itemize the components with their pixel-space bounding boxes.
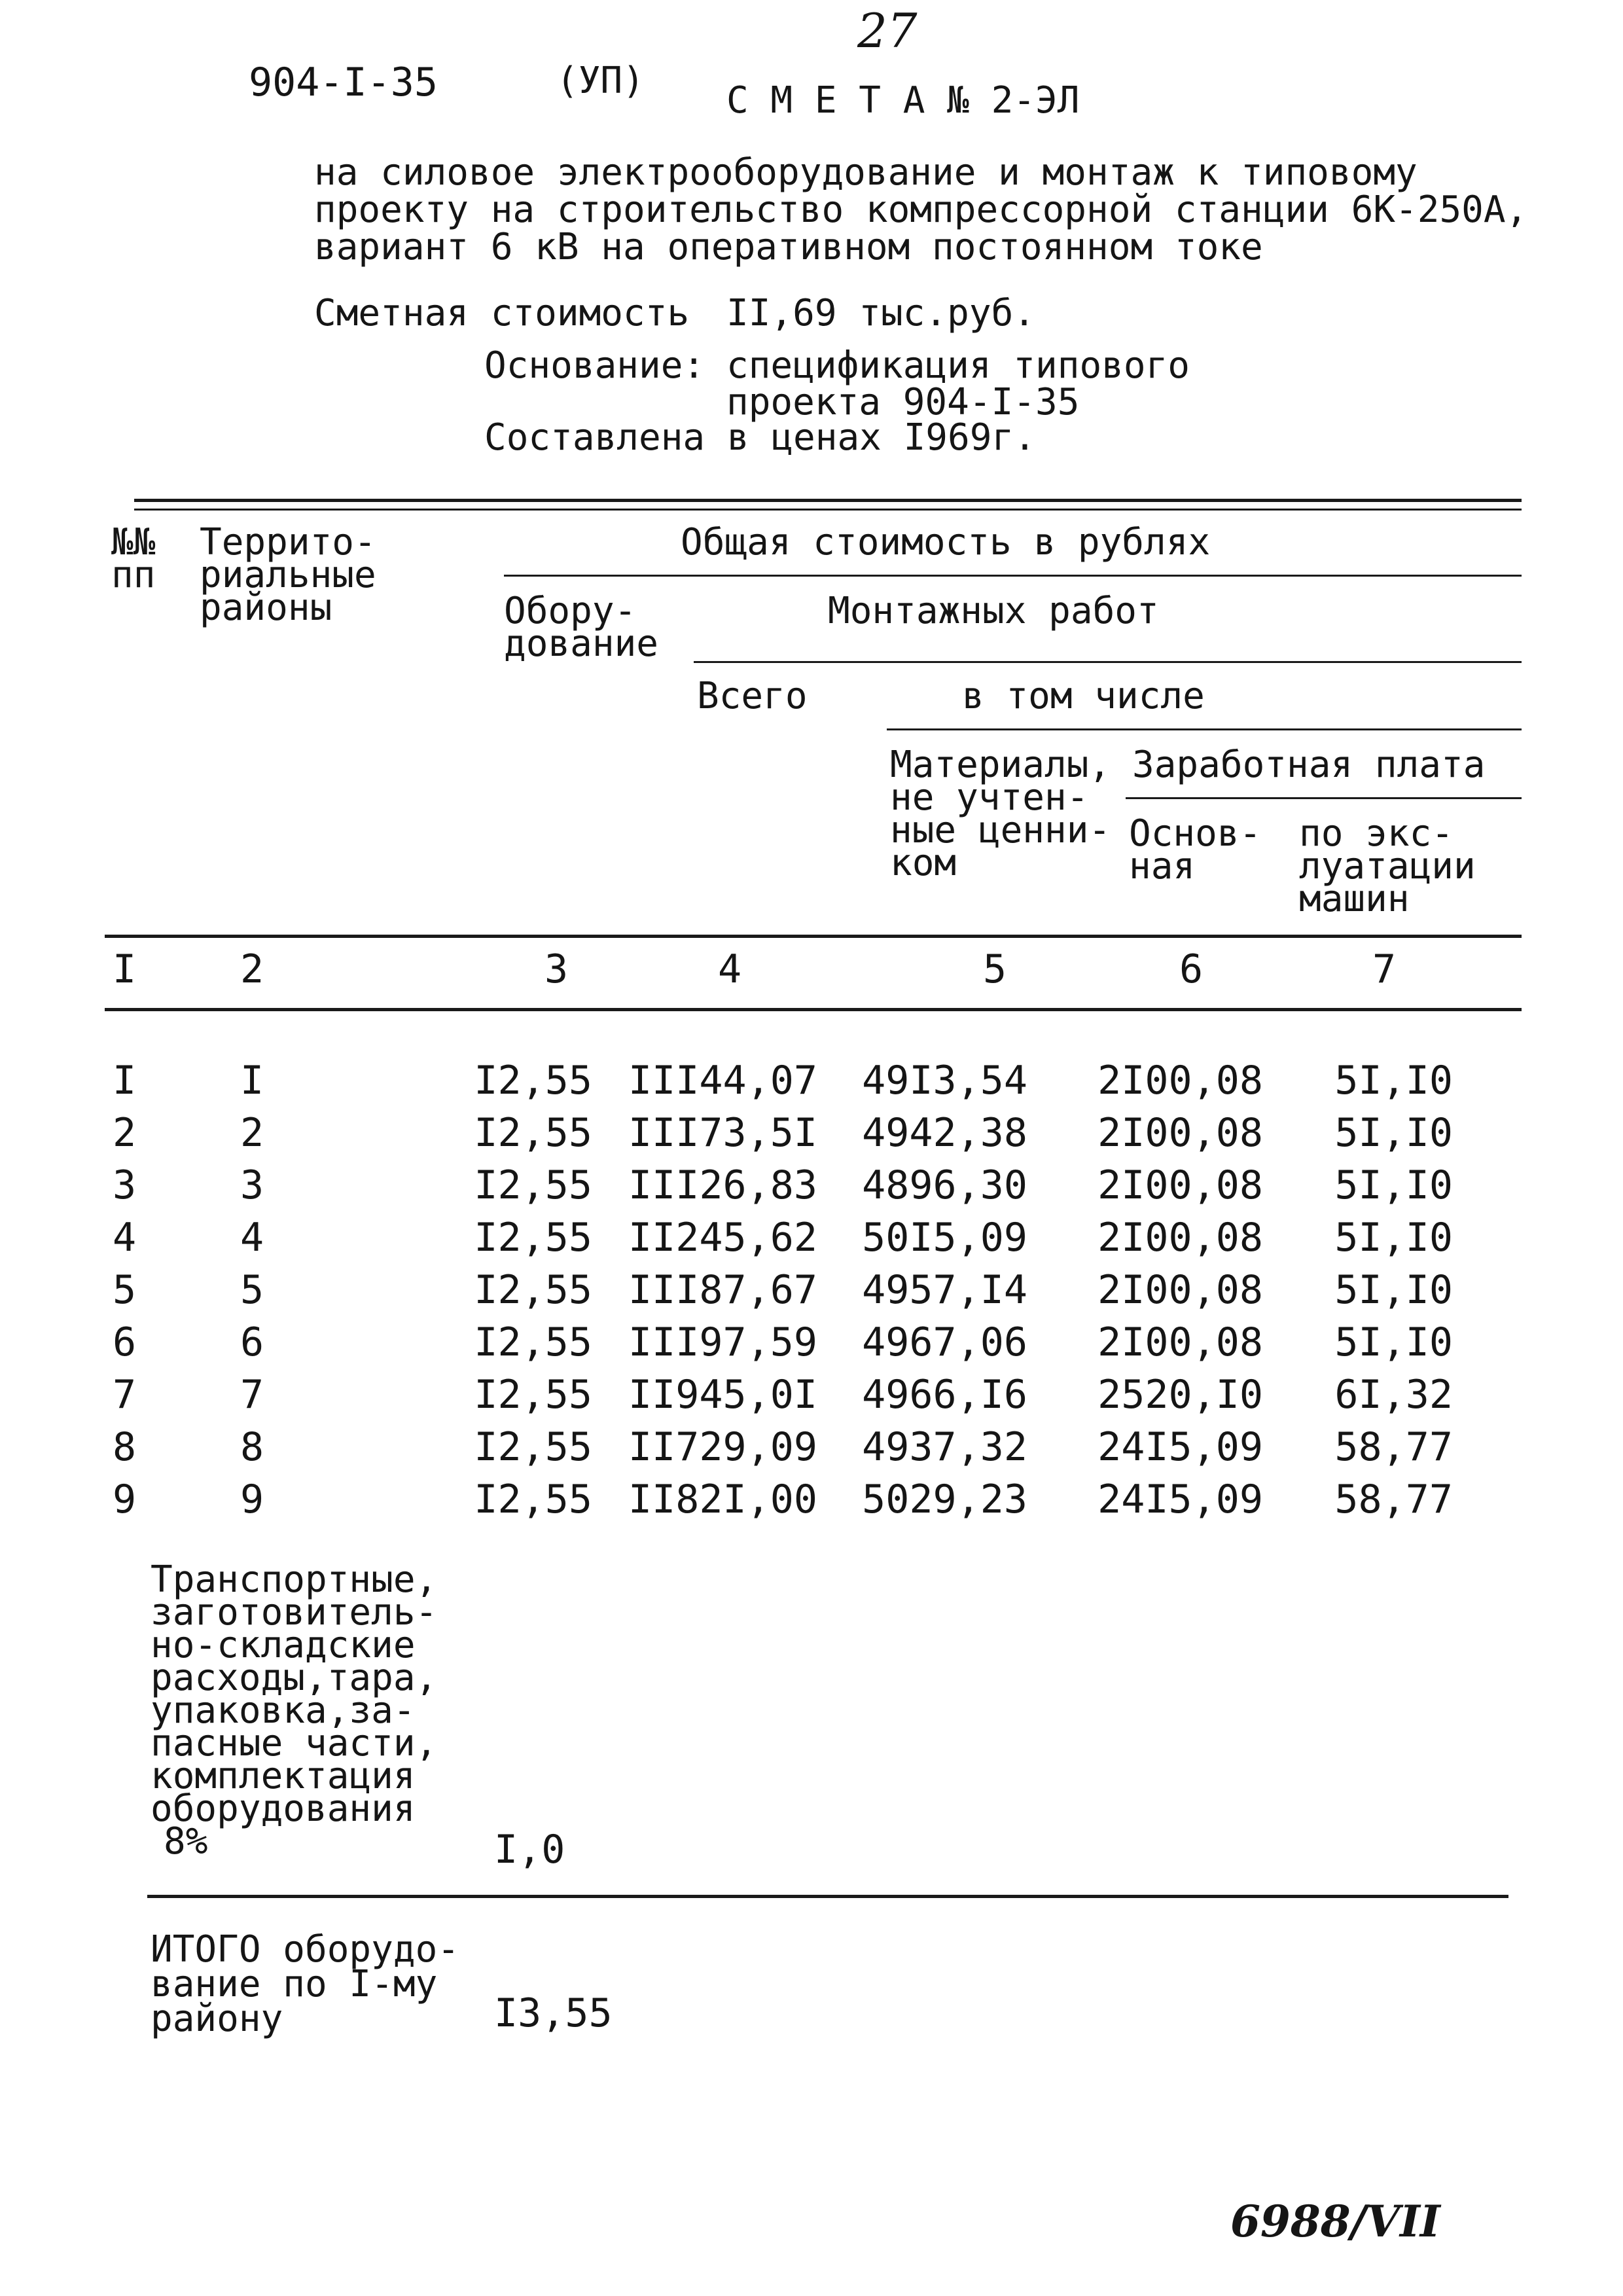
prices-line: Составлена в ценах I969г. xyxy=(484,416,1036,459)
cell-basic-wages: 2I00,08 xyxy=(1097,1110,1263,1156)
cell-equipment-cost: I2,55 xyxy=(474,1319,592,1365)
archive-mark: 6988/VII xyxy=(1230,2196,1440,2247)
cell-region: 8 xyxy=(240,1424,264,1470)
subtitle-line-1: на силовое электрооборудование и монтаж к типовому xyxy=(314,151,1418,194)
table-top-rule xyxy=(134,499,1522,502)
cell-row-number: 6 xyxy=(112,1319,137,1365)
basis-line-1: спецификация типового xyxy=(726,344,1190,387)
cell-region: 7 xyxy=(240,1372,264,1418)
cell-equipment-cost: I2,55 xyxy=(474,1267,592,1313)
header-materials-2: не учтен- xyxy=(890,776,1089,819)
transport-label-line: упаковка,за- xyxy=(151,1689,416,1732)
column-number-6: 6 xyxy=(1179,946,1204,992)
cell-materials-cost: 4966,I6 xyxy=(862,1372,1027,1418)
total-label-line-3: району xyxy=(151,1998,283,2040)
cell-machine-wages: 5I,I0 xyxy=(1334,1267,1453,1313)
document-title: С М Е Т А № 2-ЭЛ xyxy=(726,79,1080,122)
header-machines-3: машин xyxy=(1299,878,1410,920)
header-equipment-2: дование xyxy=(504,622,659,665)
cell-machine-wages: 5I,I0 xyxy=(1334,1319,1453,1365)
header-all: Всего xyxy=(697,675,808,717)
column-numbers-rule xyxy=(105,1008,1522,1011)
header-rule-total xyxy=(504,575,1522,577)
basis-label: Основание: xyxy=(484,344,705,387)
cell-installation-total: II245,62 xyxy=(628,1215,817,1261)
header-region-1: Террито- xyxy=(200,521,376,564)
cell-installation-total: II729,09 xyxy=(628,1424,817,1470)
cell-installation-total: III87,67 xyxy=(628,1267,817,1313)
cell-materials-cost: 49I3,54 xyxy=(862,1058,1027,1103)
cell-machine-wages: 6I,32 xyxy=(1334,1372,1453,1418)
transport-label-line: комплектация xyxy=(151,1755,416,1797)
transport-label-line: расходы,тара, xyxy=(151,1657,438,1699)
column-number-4: 4 xyxy=(717,946,742,992)
transport-label-line: 8% xyxy=(164,1820,208,1863)
header-machines-1: по экс- xyxy=(1299,812,1454,855)
basis-line-2: проекта 904-I-35 xyxy=(726,381,1080,423)
column-number-7: 7 xyxy=(1372,946,1397,992)
cell-installation-total: III73,5I xyxy=(628,1110,817,1156)
header-bottom-rule xyxy=(105,935,1522,938)
header-materials-4: ком xyxy=(890,842,957,884)
header-rule-including xyxy=(887,728,1522,730)
cell-basic-wages: 2I00,08 xyxy=(1097,1319,1263,1365)
header-basic-2: ная xyxy=(1129,845,1196,888)
cell-row-number: 3 xyxy=(112,1162,137,1208)
header-machines-2: луатации xyxy=(1299,845,1476,888)
transport-label-line: оборудования xyxy=(151,1787,416,1830)
cell-installation-total: III26,83 xyxy=(628,1162,817,1208)
cell-equipment-cost: I2,55 xyxy=(474,1372,592,1418)
document-stage: (УП) xyxy=(556,60,645,102)
cell-region: I xyxy=(240,1058,264,1103)
cell-basic-wages: 24I5,09 xyxy=(1097,1424,1263,1470)
cell-row-number: 9 xyxy=(112,1477,137,1522)
cell-machine-wages: 5I,I0 xyxy=(1334,1058,1453,1103)
document-code: 904-I-35 xyxy=(249,60,438,105)
cell-region: 4 xyxy=(240,1215,264,1261)
cell-row-number: 4 xyxy=(112,1215,137,1261)
header-installation: Монтажных работ xyxy=(828,590,1159,632)
subtitle-line-2: проекту на строительство компрессорной станции 6К-250А, xyxy=(314,188,1528,231)
cell-materials-cost: 4957,I4 xyxy=(862,1267,1027,1313)
cell-region: 6 xyxy=(240,1319,264,1365)
subtitle-line-3: вариант 6 кВ на оперативном постоянном токе xyxy=(314,226,1263,268)
header-rule-wages xyxy=(1126,797,1522,799)
cell-materials-cost: 4942,38 xyxy=(862,1110,1027,1156)
header-num-2: пп xyxy=(111,554,156,596)
header-materials-3: ные ценни- xyxy=(890,809,1111,852)
cell-machine-wages: 5I,I0 xyxy=(1334,1215,1453,1261)
column-number-3: 3 xyxy=(544,946,569,992)
total-label-line-1: ИТОГО оборудо- xyxy=(151,1928,460,1971)
cell-row-number: 8 xyxy=(112,1424,137,1470)
header-basic-1: Основ- xyxy=(1129,812,1262,855)
cell-basic-wages: 2I00,08 xyxy=(1097,1215,1263,1261)
cell-installation-total: III44,07 xyxy=(628,1058,817,1103)
cell-basic-wages: 2520,I0 xyxy=(1097,1372,1263,1418)
header-rule-installation xyxy=(694,661,1522,663)
cell-equipment-cost: I2,55 xyxy=(474,1215,592,1261)
cell-materials-cost: 50I5,09 xyxy=(862,1215,1027,1261)
cell-basic-wages: 2I00,08 xyxy=(1097,1267,1263,1313)
transport-label-line: пасные части, xyxy=(151,1722,438,1765)
column-number-5: 5 xyxy=(982,946,1007,992)
total-label-line-2: вание по I-му xyxy=(151,1963,438,2005)
cell-installation-total: III97,59 xyxy=(628,1319,817,1365)
cell-region: 9 xyxy=(240,1477,264,1522)
cell-equipment-cost: I2,55 xyxy=(474,1477,592,1522)
column-number-1: I xyxy=(112,946,137,992)
cell-installation-total: II82I,00 xyxy=(628,1477,817,1522)
table-top-rule-2 xyxy=(134,509,1522,511)
cell-machine-wages: 5I,I0 xyxy=(1334,1110,1453,1156)
cell-row-number: 2 xyxy=(112,1110,137,1156)
transport-costs-value: I,0 xyxy=(494,1827,565,1873)
cell-region: 3 xyxy=(240,1162,264,1208)
transport-label-line: но-складские xyxy=(151,1624,416,1666)
estimate-label: Сметная стоимость xyxy=(314,292,690,334)
cell-basic-wages: 2I00,08 xyxy=(1097,1162,1263,1208)
cell-machine-wages: 5I,I0 xyxy=(1334,1162,1453,1208)
cell-materials-cost: 4896,30 xyxy=(862,1162,1027,1208)
cell-basic-wages: 24I5,09 xyxy=(1097,1477,1263,1522)
cell-region: 5 xyxy=(240,1267,264,1313)
cell-materials-cost: 5029,23 xyxy=(862,1477,1027,1522)
cell-machine-wages: 58,77 xyxy=(1334,1477,1453,1522)
header-num-1: №№ xyxy=(111,521,156,564)
cell-equipment-cost: I2,55 xyxy=(474,1110,592,1156)
column-number-2: 2 xyxy=(240,946,264,992)
cell-row-number: 5 xyxy=(112,1267,137,1313)
cell-equipment-cost: I2,55 xyxy=(474,1424,592,1470)
header-equipment-1: Обору- xyxy=(504,590,637,632)
estimate-value: II,69 тыс.руб. xyxy=(726,292,1036,334)
cell-installation-total: II945,0I xyxy=(628,1372,817,1418)
header-total-cost: Общая стоимость в рублях xyxy=(681,521,1211,564)
header-region-3: районы xyxy=(200,586,332,629)
total-rule xyxy=(147,1895,1508,1898)
page-number: 27 xyxy=(857,3,918,58)
header-wages: Заработная плата xyxy=(1132,744,1486,786)
cell-materials-cost: 4967,06 xyxy=(862,1319,1027,1365)
cell-machine-wages: 58,77 xyxy=(1334,1424,1453,1470)
header-including: в том числе xyxy=(962,675,1205,717)
cell-materials-cost: 4937,32 xyxy=(862,1424,1027,1470)
cell-equipment-cost: I2,55 xyxy=(474,1058,592,1103)
transport-label-line: заготовитель- xyxy=(151,1591,438,1634)
header-materials-1: Материалы, xyxy=(890,744,1111,786)
transport-label-line: Транспортные, xyxy=(151,1558,438,1601)
header-region-2: риальные xyxy=(200,554,376,596)
cell-row-number: I xyxy=(112,1058,137,1103)
total-value: I3,55 xyxy=(494,1990,613,2036)
cell-equipment-cost: I2,55 xyxy=(474,1162,592,1208)
cell-basic-wages: 2I00,08 xyxy=(1097,1058,1263,1103)
cell-region: 2 xyxy=(240,1110,264,1156)
cell-row-number: 7 xyxy=(112,1372,137,1418)
